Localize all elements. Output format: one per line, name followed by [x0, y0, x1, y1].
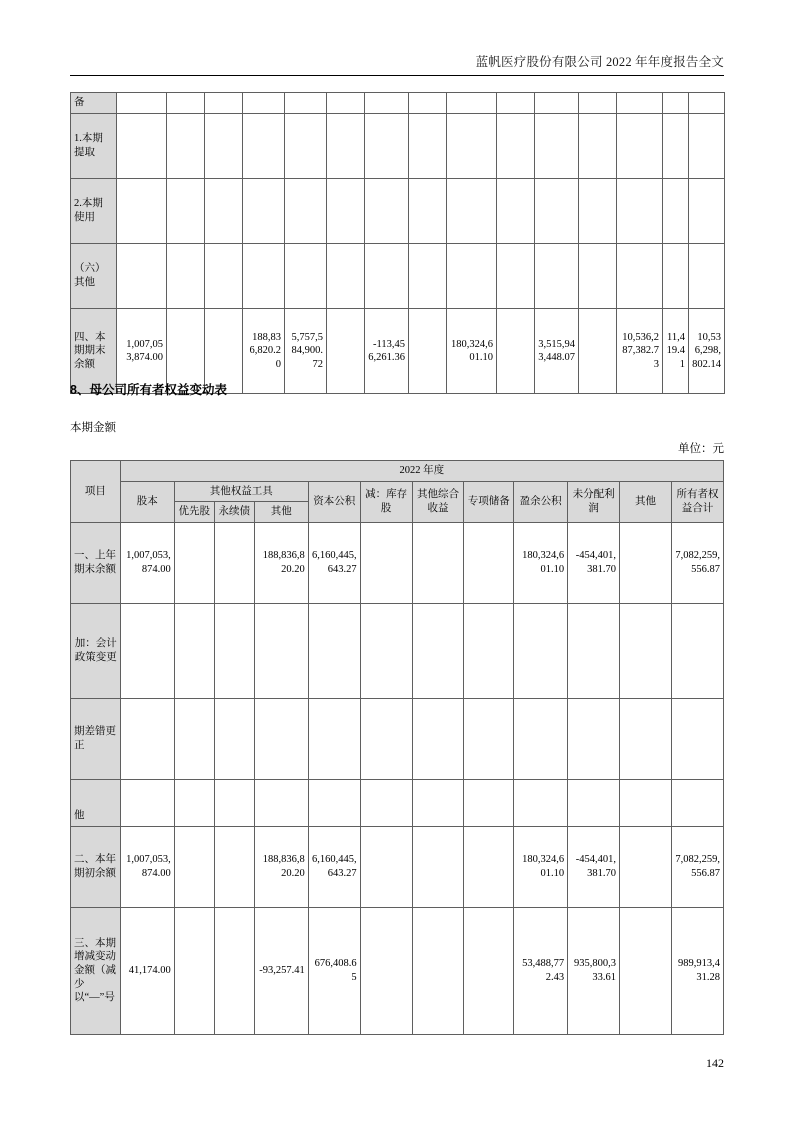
cell: 1,007,053,874.00 [120, 826, 174, 907]
cell [365, 179, 409, 244]
cell [117, 93, 167, 114]
header-period: 2022 年度 [120, 461, 723, 482]
cell [568, 603, 620, 698]
cell [617, 179, 663, 244]
cell: -93,257.41 [254, 907, 308, 1034]
table-row [71, 698, 724, 779]
cell [497, 179, 535, 244]
cell [308, 603, 360, 698]
cell [663, 244, 689, 309]
cell [254, 603, 308, 698]
table-row [71, 603, 724, 698]
cell [514, 603, 568, 698]
cell [167, 114, 205, 179]
cell [447, 114, 497, 179]
cell: -113,456,261.36 [365, 309, 409, 394]
cell [167, 93, 205, 114]
header-perpetual-bond: 永续债 [214, 502, 254, 523]
row-label: 加：会计政策变更 [71, 603, 121, 698]
header-treasury-stock: 减：库存股 [360, 481, 412, 522]
cell: 676,408.65 [308, 907, 360, 1034]
cell [243, 93, 285, 114]
cell [254, 779, 308, 826]
cell [205, 114, 243, 179]
cell [409, 93, 447, 114]
cell [365, 114, 409, 179]
cell [365, 244, 409, 309]
cell: 180,324,601.10 [514, 826, 568, 907]
header-other-comprehensive-income: 其他综合收益 [412, 481, 464, 522]
cell [617, 93, 663, 114]
cell [620, 603, 672, 698]
table-row [71, 179, 725, 244]
cell [412, 779, 464, 826]
cell [579, 114, 617, 179]
cell [285, 93, 327, 114]
continued-equity-table-container [70, 92, 725, 394]
cell [620, 826, 672, 907]
cell [464, 522, 514, 603]
cell: 10,536,298,802.14 [689, 309, 725, 394]
cell [412, 698, 464, 779]
cell [579, 93, 617, 114]
running-header: 蓝帆医疗股份有限公司 2022 年年度报告全文 [70, 52, 724, 76]
cell [447, 179, 497, 244]
cell [514, 779, 568, 826]
cell: 1,007,053,874.00 [117, 309, 167, 394]
row-label: 他 [71, 779, 121, 826]
cell [497, 309, 535, 394]
table-header-group-row [71, 481, 724, 502]
cell: 41,174.00 [120, 907, 174, 1034]
cell [214, 779, 254, 826]
header-preferred-stock: 优先股 [174, 502, 214, 523]
cell [120, 603, 174, 698]
cell [671, 698, 723, 779]
header-share-capital: 股本 [120, 481, 174, 522]
row-label: 四、本期期末余额 [71, 309, 117, 394]
cell: 989,913,431.28 [671, 907, 723, 1034]
header-surplus-reserve: 盈余公积 [514, 481, 568, 522]
cell [535, 179, 579, 244]
cell [663, 114, 689, 179]
cell [167, 179, 205, 244]
cell [120, 698, 174, 779]
cell: 10,536,287,382.73 [617, 309, 663, 394]
cell: 6,160,445,643.27 [308, 522, 360, 603]
cell [689, 244, 725, 309]
header-capital-reserve: 资本公积 [308, 481, 360, 522]
header-total-equity: 所有者权益合计 [671, 481, 723, 522]
cell: 935,800,333.61 [568, 907, 620, 1034]
table-row [71, 244, 725, 309]
cell [663, 179, 689, 244]
cell: -454,401,381.70 [568, 826, 620, 907]
header-special-reserve: 专项储备 [464, 481, 514, 522]
cell [360, 522, 412, 603]
continued-equity-table [70, 92, 725, 394]
cell: 188,836,820.20 [254, 522, 308, 603]
cell [412, 907, 464, 1034]
cell [464, 826, 514, 907]
cell [447, 93, 497, 114]
cell [120, 779, 174, 826]
cell [464, 698, 514, 779]
cell [620, 907, 672, 1034]
table-row [71, 907, 724, 1034]
cell [617, 114, 663, 179]
cell [327, 179, 365, 244]
cell: 180,324,601.10 [447, 309, 497, 394]
parent-company-equity-table-container [70, 460, 724, 1035]
cell [365, 93, 409, 114]
cell [327, 114, 365, 179]
cell [409, 179, 447, 244]
cell [689, 114, 725, 179]
cell [174, 698, 214, 779]
header-undistributed-profit: 未分配利润 [568, 481, 620, 522]
cell [568, 698, 620, 779]
cell [205, 244, 243, 309]
cell [663, 93, 689, 114]
cell [568, 779, 620, 826]
cell: 11,419.41 [663, 309, 689, 394]
table-row [71, 114, 725, 179]
header-other-instrument: 其他 [254, 502, 308, 523]
header-item: 项目 [71, 461, 121, 523]
section-heading: 8、母公司所有者权益变动表 [70, 383, 227, 397]
cell [464, 779, 514, 826]
unit-note: 单位：元 [678, 443, 724, 455]
cell [117, 114, 167, 179]
cell [174, 779, 214, 826]
cell [254, 698, 308, 779]
table-row [71, 779, 724, 826]
cell [214, 603, 254, 698]
cell [409, 244, 447, 309]
cell [360, 779, 412, 826]
cell [497, 244, 535, 309]
cell [243, 114, 285, 179]
cell [285, 114, 327, 179]
cell [620, 779, 672, 826]
cell [409, 114, 447, 179]
cell [308, 698, 360, 779]
cell [205, 179, 243, 244]
cell [327, 93, 365, 114]
row-label: 备 [71, 93, 117, 114]
cell [535, 114, 579, 179]
parent-company-equity-table [70, 460, 724, 1035]
table-row [71, 522, 724, 603]
row-label: 期差错更正 [71, 698, 121, 779]
cell [409, 309, 447, 394]
row-label: 二、本年期初余额 [71, 826, 121, 907]
cell [285, 244, 327, 309]
cell [579, 309, 617, 394]
cell [535, 93, 579, 114]
cell [497, 93, 535, 114]
cell [412, 522, 464, 603]
cell [205, 93, 243, 114]
cell [620, 522, 672, 603]
cell [447, 244, 497, 309]
cell: 5,757,584,900.72 [285, 309, 327, 394]
cell [360, 698, 412, 779]
page-number: 142 [706, 1056, 724, 1070]
cell [117, 179, 167, 244]
cell [412, 826, 464, 907]
cell [174, 826, 214, 907]
cell [514, 698, 568, 779]
row-label: 一、上年期末余额 [71, 522, 121, 603]
cell [360, 907, 412, 1034]
cell [167, 244, 205, 309]
cell [497, 114, 535, 179]
cell [671, 779, 723, 826]
cell [360, 826, 412, 907]
cell [327, 244, 365, 309]
cell: 53,488,772.43 [514, 907, 568, 1034]
cell [464, 907, 514, 1034]
cell [243, 244, 285, 309]
cell [214, 907, 254, 1034]
row-label: 1.本期提取 [71, 114, 117, 179]
cell [174, 907, 214, 1034]
cell: 188,836,820.20 [254, 826, 308, 907]
cell: 180,324,601.10 [514, 522, 568, 603]
cell [464, 603, 514, 698]
cell: 7,082,259,556.87 [671, 522, 723, 603]
cell [243, 179, 285, 244]
table-row [71, 93, 725, 114]
cell [327, 309, 365, 394]
table-header-period-row [71, 461, 724, 482]
row-label: 三、本期增减变动金额（减少以“—”号 [71, 907, 121, 1034]
table-row [71, 826, 724, 907]
period-note: 本期金额 [70, 422, 116, 434]
cell: 6,160,445,643.27 [308, 826, 360, 907]
cell [285, 179, 327, 244]
cell [308, 779, 360, 826]
cell [620, 698, 672, 779]
cell [214, 698, 254, 779]
cell [360, 603, 412, 698]
cell [689, 93, 725, 114]
cell [579, 179, 617, 244]
cell [174, 603, 214, 698]
cell: 7,082,259,556.87 [671, 826, 723, 907]
header-other-equity-instruments: 其他权益工具 [174, 481, 308, 502]
row-label: （六）其他 [71, 244, 117, 309]
cell [689, 179, 725, 244]
cell [671, 603, 723, 698]
cell [214, 522, 254, 603]
cell: 1,007,053,874.00 [120, 522, 174, 603]
cell: -454,401,381.70 [568, 522, 620, 603]
cell [117, 244, 167, 309]
cell [617, 244, 663, 309]
cell: 188,836,820.20 [243, 309, 285, 394]
cell [535, 244, 579, 309]
cell: 3,515,943,448.07 [535, 309, 579, 394]
cell [412, 603, 464, 698]
row-label: 2.本期使用 [71, 179, 117, 244]
header-other: 其他 [620, 481, 672, 522]
cell [214, 826, 254, 907]
cell [174, 522, 214, 603]
cell [579, 244, 617, 309]
